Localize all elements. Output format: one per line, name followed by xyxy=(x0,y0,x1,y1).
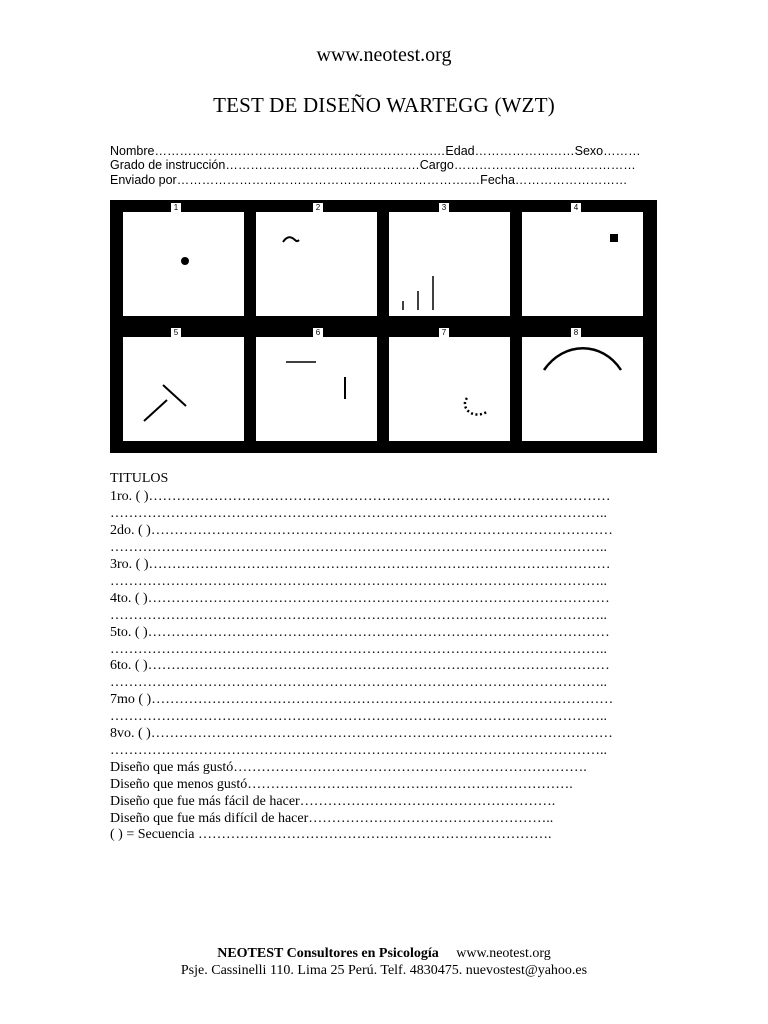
title-line-5-cont: …………………………………………………………………………………………….. xyxy=(110,642,607,657)
title-line-1: 1ro. ( )……………………………………………………………………………………… xyxy=(110,489,611,504)
drawing-box-2 xyxy=(256,212,377,316)
stimulus-square xyxy=(522,212,643,316)
easiest-line: Diseño que fue más fácil de hacer………………………………………………. xyxy=(110,794,556,809)
box-number-5: 5 xyxy=(171,328,181,337)
stimulus-wave xyxy=(256,212,377,316)
footer-address: Psje. Cassinelli 110. Lima 25 Perú. Telf. 4830475. nuevostest@yahoo.es xyxy=(180,963,588,978)
title-line-1-cont: …………………………………………………………………………………………….. xyxy=(110,506,607,521)
stimulus-dot xyxy=(123,212,244,316)
title-line-6: 6to. ( )……………………………………………………………………………………… xyxy=(110,658,610,673)
title-line-2-cont: …………………………………………………………………………………………….. xyxy=(110,540,607,555)
box-number-4: 4 xyxy=(571,203,581,212)
stimulus-large-arc xyxy=(522,337,643,441)
drawing-box-1 xyxy=(123,212,244,316)
title-line-4: 4to. ( )……………………………………………………………………………………… xyxy=(110,591,610,606)
page-title: TEST DE DISEÑO WARTEGG (WZT) xyxy=(213,93,555,117)
title-line-8: 8vo. ( )……………………………………………………………………………………… xyxy=(110,726,613,741)
footer-company-line xyxy=(0,946,768,962)
box-number-7: 7 xyxy=(439,328,449,337)
title-line-3: 3ro. ( )……………………………………………………………………………………… xyxy=(110,557,611,572)
drawing-box-3 xyxy=(389,212,510,316)
drawing-box-7 xyxy=(389,337,510,441)
drawing-box-8 xyxy=(522,337,643,441)
form-line-sent-by: Enviado por…………………………………………………………….…Fecha……………………… xyxy=(110,173,628,187)
stimulus-angle-lines xyxy=(123,337,244,441)
form-line-name: Nombre………………………………………………………….…Edad……………………Sexo……… xyxy=(110,144,641,158)
title-line-2: 2do. ( )……………………………………………………………………………………… xyxy=(110,523,613,538)
drawing-box-6 xyxy=(256,337,377,441)
hardest-line: Diseño que fue más difícil de hacer…………………………………………….. xyxy=(110,811,554,826)
form-line-education: Grado de instrucción……………………………..…………Cargo……………………..……………… xyxy=(110,158,636,172)
drawing-box-4 xyxy=(522,212,643,316)
drawing-box-5 xyxy=(123,337,244,441)
box-number-3: 3 xyxy=(439,203,449,212)
title-line-5: 5to. ( )……………………………………………………………………………………… xyxy=(110,625,610,640)
title-line-7: 7mo ( )……………………………………………………………………………………… xyxy=(110,692,614,707)
box-number-8: 8 xyxy=(571,328,581,337)
wartegg-grid xyxy=(110,200,657,453)
stimulus-bars xyxy=(389,212,510,316)
title-line-7-cont: …………………………………………………………………………………………….. xyxy=(110,709,607,724)
liked-most-line: Diseño que más gustó…………………………………………………………………. xyxy=(110,760,587,775)
title-line-3-cont: …………………………………………………………………………………………….. xyxy=(110,574,607,589)
title-line-6-cont: …………………………………………………………………………………………….. xyxy=(110,675,607,690)
stimulus-perpendicular-lines xyxy=(256,337,377,441)
footer-company: NEOTEST Consultores en Psicología xyxy=(217,946,439,961)
footer-site: www.neotest.org xyxy=(456,946,551,961)
box-number-2: 2 xyxy=(313,203,323,212)
title-line-8-cont: …………………………………………………………………………………………….. xyxy=(110,743,607,758)
box-number-6: 6 xyxy=(313,328,323,337)
box-number-1: 1 xyxy=(171,203,181,212)
header-site: www.neotest.org xyxy=(316,44,452,66)
stimulus-dotted-arc xyxy=(389,337,510,441)
title-line-4-cont: …………………………………………………………………………………………….. xyxy=(110,608,607,623)
sequence-line: ( ) = Secuencia …………………………………………………………………. xyxy=(110,827,552,842)
titles-heading: TITULOS xyxy=(110,471,169,486)
liked-least-line: Diseño que menos gustó……………………………………………………………. xyxy=(110,777,573,792)
